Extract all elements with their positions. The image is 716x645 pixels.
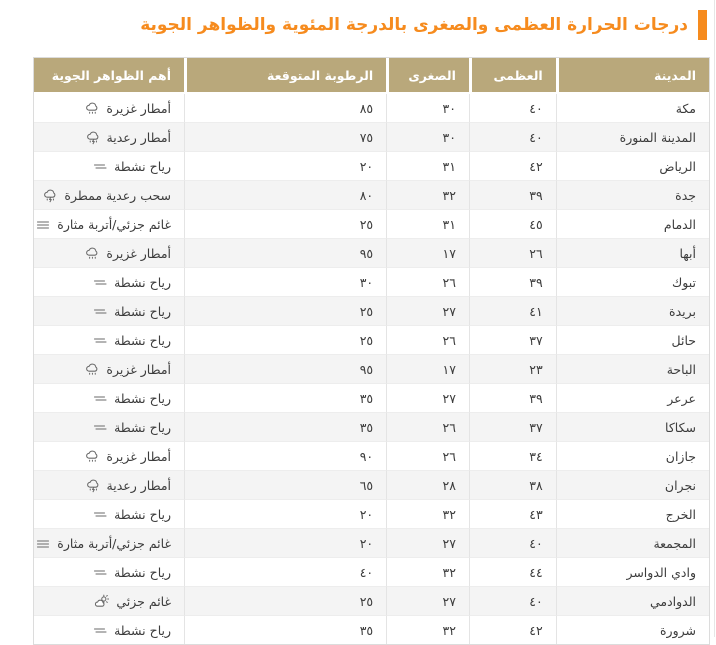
max-temp-cell: ٤٢	[469, 151, 556, 180]
table-row	[34, 151, 709, 180]
city-cell: جازان	[556, 441, 709, 470]
wind-icon	[93, 393, 107, 404]
phenomena-label: رياح نشطة	[114, 275, 172, 290]
rain-cloud-icon	[84, 449, 99, 464]
phenomena-cell	[34, 325, 184, 354]
min-temp-cell: ٢٦	[386, 267, 469, 296]
table-row	[34, 267, 709, 296]
phenomena-label: رياح نشطة	[114, 333, 172, 348]
humidity-cell: ٨٥	[184, 94, 386, 122]
table-row	[34, 238, 709, 267]
phenomena-label: سحب رعدية ممطرة	[64, 188, 172, 203]
table-row	[34, 383, 709, 412]
humidity-cell: ٣٥	[184, 383, 386, 412]
max-temp-cell: ٣٤	[469, 441, 556, 470]
min-temp-cell: ٣٠	[386, 94, 469, 122]
city-cell: الخرج	[556, 499, 709, 528]
dust-haze-icon	[36, 538, 50, 550]
humidity-cell: ٩٠	[184, 441, 386, 470]
phenomena-label: أمطار غزيرة	[106, 246, 172, 261]
table-row	[34, 296, 709, 325]
city-cell: تبوك	[556, 267, 709, 296]
min-temp-cell: ٢٧	[386, 296, 469, 325]
table-header-row	[34, 58, 709, 94]
max-temp-cell: ٢٣	[469, 354, 556, 383]
table-row	[34, 441, 709, 470]
column-header-max-temp: العظمى	[469, 58, 556, 94]
max-temp-cell: ٣٩	[469, 180, 556, 209]
phenomena-cell	[34, 586, 184, 615]
table-row	[34, 325, 709, 354]
humidity-cell: ٢٥	[184, 586, 386, 615]
phenomena-cell	[34, 209, 184, 238]
phenomena-label: رياح نشطة	[114, 391, 172, 406]
phenomena-cell	[34, 238, 184, 267]
max-temp-cell: ٤٠	[469, 94, 556, 122]
title-accent-bar	[698, 10, 707, 40]
phenomena-cell	[34, 470, 184, 499]
weather-table-body	[34, 94, 709, 644]
max-temp-cell: ٤٠	[469, 586, 556, 615]
max-temp-cell: ٢٦	[469, 238, 556, 267]
column-header-city: المدينة	[556, 58, 709, 94]
table-row	[34, 209, 709, 238]
wind-icon	[93, 277, 107, 288]
city-cell: الباحة	[556, 354, 709, 383]
phenomena-cell	[34, 151, 184, 180]
max-temp-cell: ٤٥	[469, 209, 556, 238]
table-row	[34, 354, 709, 383]
max-temp-cell: ٣٧	[469, 325, 556, 354]
phenomena-cell	[34, 557, 184, 586]
phenomena-cell	[34, 296, 184, 325]
min-temp-cell: ٣١	[386, 209, 469, 238]
table-row	[34, 586, 709, 615]
city-cell: نجران	[556, 470, 709, 499]
humidity-cell: ٢٥	[184, 296, 386, 325]
max-temp-cell: ٣٩	[469, 267, 556, 296]
city-cell: شرورة	[556, 615, 709, 644]
city-cell: أبها	[556, 238, 709, 267]
humidity-cell: ٣٠	[184, 267, 386, 296]
phenomena-label: غائم جزئي/أتربة مثارة	[57, 536, 172, 551]
wind-icon	[93, 625, 107, 636]
phenomena-label: رياح نشطة	[114, 304, 172, 319]
rain-cloud-icon	[84, 246, 99, 261]
rain-cloud-icon	[84, 362, 99, 377]
phenomena-label: أمطار غزيرة	[106, 449, 172, 464]
phenomena-cell	[34, 441, 184, 470]
weather-table	[33, 57, 710, 645]
page-edge-divider	[714, 0, 715, 637]
wind-icon	[93, 335, 107, 346]
city-cell: الدمام	[556, 209, 709, 238]
table-row	[34, 412, 709, 441]
max-temp-cell: ٤٣	[469, 499, 556, 528]
max-temp-cell: ٤٤	[469, 557, 556, 586]
page-title: درجات الحرارة العظمى والصغرى بالدرجة المئوية والظواهر الجوية	[140, 14, 688, 35]
wind-icon	[93, 509, 107, 520]
city-cell: عرعر	[556, 383, 709, 412]
column-header-min-temp: الصغرى	[386, 58, 469, 94]
max-temp-cell: ٤٠	[469, 122, 556, 151]
thunder-rain-cloud-icon	[42, 188, 57, 203]
phenomena-label: غائم جزئي	[116, 594, 172, 609]
phenomena-cell	[34, 615, 184, 644]
section-title-row	[0, 0, 716, 40]
city-cell: بريدة	[556, 296, 709, 325]
phenomena-label: رياح نشطة	[114, 159, 172, 174]
humidity-cell: ٢٠	[184, 151, 386, 180]
table-row	[34, 180, 709, 209]
min-temp-cell: ٣١	[386, 151, 469, 180]
phenomena-label: أمطار غزيرة	[106, 362, 172, 377]
phenomena-label: رياح نشطة	[114, 420, 172, 435]
phenomena-cell	[34, 267, 184, 296]
humidity-cell: ٢٥	[184, 209, 386, 238]
phenomena-cell	[34, 528, 184, 557]
max-temp-cell: ٣٨	[469, 470, 556, 499]
table-row	[34, 557, 709, 586]
wind-icon	[93, 567, 107, 578]
wind-icon	[93, 161, 107, 172]
table-row	[34, 94, 709, 122]
humidity-cell: ٧٥	[184, 122, 386, 151]
wind-icon	[93, 306, 107, 317]
phenomena-label: رياح نشطة	[114, 623, 172, 638]
humidity-cell: ٢٠	[184, 528, 386, 557]
humidity-cell: ٣٥	[184, 412, 386, 441]
phenomena-cell	[34, 354, 184, 383]
city-cell: وادي الدواسر	[556, 557, 709, 586]
min-temp-cell: ٢٧	[386, 528, 469, 557]
city-cell: مكة	[556, 94, 709, 122]
city-cell: حائل	[556, 325, 709, 354]
max-temp-cell: ٤١	[469, 296, 556, 325]
rain-cloud-icon	[84, 101, 99, 116]
min-temp-cell: ٢٦	[386, 441, 469, 470]
min-temp-cell: ٣٢	[386, 615, 469, 644]
city-cell: المدينة المنورة	[556, 122, 709, 151]
humidity-cell: ٨٠	[184, 180, 386, 209]
humidity-cell: ٤٠	[184, 557, 386, 586]
max-temp-cell: ٤٢	[469, 615, 556, 644]
phenomena-cell	[34, 499, 184, 528]
table-row	[34, 499, 709, 528]
dust-haze-icon	[36, 219, 50, 231]
phenomena-label: غائم جزئي/أتربة مثارة	[57, 217, 172, 232]
min-temp-cell: ٢٦	[386, 325, 469, 354]
max-temp-cell: ٣٧	[469, 412, 556, 441]
min-temp-cell: ٢٦	[386, 412, 469, 441]
phenomena-label: رياح نشطة	[114, 565, 172, 580]
max-temp-cell: ٣٩	[469, 383, 556, 412]
humidity-cell: ٩٥	[184, 354, 386, 383]
humidity-cell: ٣٥	[184, 615, 386, 644]
sun-behind-cloud-icon	[93, 594, 109, 609]
min-temp-cell: ١٧	[386, 238, 469, 267]
city-cell: المجمعة	[556, 528, 709, 557]
humidity-cell: ٢٥	[184, 325, 386, 354]
city-cell: سكاكا	[556, 412, 709, 441]
min-temp-cell: ١٧	[386, 354, 469, 383]
max-temp-cell: ٤٠	[469, 528, 556, 557]
table-row	[34, 122, 709, 151]
phenomena-cell	[34, 383, 184, 412]
wind-icon	[93, 422, 107, 433]
phenomena-label: أمطار رعدية	[106, 130, 172, 145]
thunder-rain-cloud-icon	[85, 130, 100, 145]
phenomena-cell	[34, 94, 184, 122]
phenomena-cell	[34, 412, 184, 441]
min-temp-cell: ٢٨	[386, 470, 469, 499]
table-row	[34, 528, 709, 557]
thunder-rain-cloud-icon	[85, 478, 100, 493]
min-temp-cell: ٣٢	[386, 180, 469, 209]
column-header-phenomena: أهم الظواهر الجوية	[34, 58, 184, 94]
min-temp-cell: ٣٢	[386, 499, 469, 528]
city-cell: الدوادمي	[556, 586, 709, 615]
min-temp-cell: ٣٢	[386, 557, 469, 586]
humidity-cell: ٢٠	[184, 499, 386, 528]
table-row	[34, 615, 709, 644]
humidity-cell: ٩٥	[184, 238, 386, 267]
column-header-humidity: الرطوبة المتوقعة	[184, 58, 386, 94]
phenomena-cell	[34, 122, 184, 151]
city-cell: الرياض	[556, 151, 709, 180]
phenomena-cell	[34, 180, 184, 209]
phenomena-label: رياح نشطة	[114, 507, 172, 522]
phenomena-label: أمطار غزيرة	[106, 101, 172, 116]
humidity-cell: ٦٥	[184, 470, 386, 499]
city-cell: جدة	[556, 180, 709, 209]
min-temp-cell: ٣٠	[386, 122, 469, 151]
table-row	[34, 470, 709, 499]
min-temp-cell: ٢٧	[386, 586, 469, 615]
min-temp-cell: ٢٧	[386, 383, 469, 412]
phenomena-label: أمطار رعدية	[106, 478, 172, 493]
